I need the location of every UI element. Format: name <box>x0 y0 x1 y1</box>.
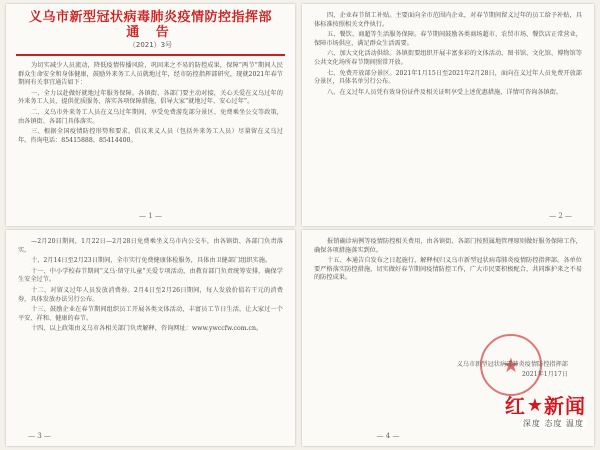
watermark-brand-right: 新闻 <box>544 394 586 418</box>
paragraph: 为切实减少人员流动，降低疫情传播风险，巩固来之不易的防控成果，保障“两节”期间人民群众生命安全和身体健康，鼓励外来务工人员就地过年，经市防控指挥部研究，现就2021年春节期间有关事宜通告如下： <box>18 62 283 87</box>
notice-subtitle: 通 告 <box>126 25 175 40</box>
paragraph: 六、加大文化活动供给。各镇街要组织开展丰富多彩的文体活动，图书馆、文化馆、博物馆等公共文化场所春节期间照常开放。 <box>314 50 582 66</box>
notice-number: （2021）3号 <box>128 41 173 49</box>
paragraph: 七、免费开放部分景区。2021年1月15日至2021年2月28日，面向在义过年人员免费开放部分景区，具体名单另行公布。 <box>314 69 582 86</box>
notice-title: 义乌市新型冠状病毒肺炎疫情防控指挥部 <box>28 10 272 25</box>
document-page-3 <box>6 230 295 446</box>
page-number: — 3 — <box>28 432 51 440</box>
paragraph: 十二、对留义过年人员发放消费券。2月4日至2月26日期间，每人发放价值若干元的消费券，具体发放办法另行公布。 <box>18 286 283 303</box>
paragraph: 十一、中小学校春节期间“义乌·留守儿童”关爱专项活动，由教育部门负责统筹安排，确保学生安全过节。 <box>18 267 283 284</box>
paragraph: 十四、以上政策由义乌市各相关部门负责解释，咨询网址：www.ywccfw.com.cn。 <box>31 325 263 333</box>
paragraph: 八、在义过年人员凭有效身份证件及相关证明享受上述优惠措施，详情可咨询各镇街。 <box>327 88 563 96</box>
document-page-1 <box>6 4 295 226</box>
page-number: — 1 — <box>139 212 162 220</box>
paragraph: 报销确诊病例等疫情防控相关费用，由各镇街、各部门按照属地管理原则做好服务保障工作，确保各项措施落实到位。 <box>314 238 582 254</box>
red-divider <box>16 54 285 56</box>
paragraph: 十、2月14日至2月23日期间，全市实行免费健康体检服务，具体由卫健部门组织实施。 <box>31 257 272 265</box>
signoff-block <box>457 360 568 380</box>
paragraph: 三、根据全国疫情防控形势和要求，倡议来义人员（包括外来务工人员）尽量留在义乌过年。咨询电话：85415888、85414400。 <box>18 128 283 144</box>
page-number: — 2 — <box>549 212 572 220</box>
paragraph: 十五、本通告自发布之日起施行，解释权归义乌市新型冠状病毒肺炎疫情防控指挥部。各单位要严格落实防控措施，切实做好春节期间疫情防控工作，广大市民要积极配合，共同维护来之不易的防控成果。 <box>314 257 582 282</box>
page-number: — 4 — <box>376 432 400 440</box>
star-icon: ★ <box>502 353 520 377</box>
document-page-4 <box>302 230 594 446</box>
document-page-2 <box>302 4 594 226</box>
star-icon: ★ <box>526 395 543 416</box>
paragraph: 二、义乌市外来务工人员在义乌过年期间，享受免费游览部分景区、免费乘坐公交等政策，由各镇街、各部门具体落实。 <box>18 108 283 125</box>
paragraph: 一、全力以赴做好就地过年服务保障。各镇街、各部门要主动对接，关心关爱在义乌过年的外来务工人员，提供优质服务，落实各项保障措施，倡导大家“就地过年、安心过年”。 <box>18 89 283 106</box>
watermark-tagline: 深度 态度 温度 <box>522 419 584 428</box>
paragraph: 四、企业春节留工补贴。主要面向全市范围内企业，对春节期间留义过年的员工给予补贴，具体标准按照相关文件执行。 <box>314 12 582 28</box>
watermark-brand <box>505 394 586 418</box>
paragraph: —2月20日期间，1月22日—2月28日免费乘坐义乌市内公交车，由各镇街、各部门负责落实。 <box>18 238 283 254</box>
issuer-name: 义乌市新型冠状病毒肺炎疫情防控指挥部 <box>456 361 568 368</box>
paragraph: 十三、鼓励企业在春节期间组织员工开展各类文体活动，丰富员工节日生活，让大家过一个平安、祥和、健康的春节。 <box>18 306 283 322</box>
watermark-brand-left: 红 <box>504 394 526 418</box>
issue-date: 2021年1月17日 <box>521 371 568 378</box>
paragraph: 五、餐饮、商超等生活服务保障。春节期间鼓励各类商场超市、农贸市场、餐饮店正常营业，保障市场供应，满足群众生活需要。 <box>314 31 582 47</box>
